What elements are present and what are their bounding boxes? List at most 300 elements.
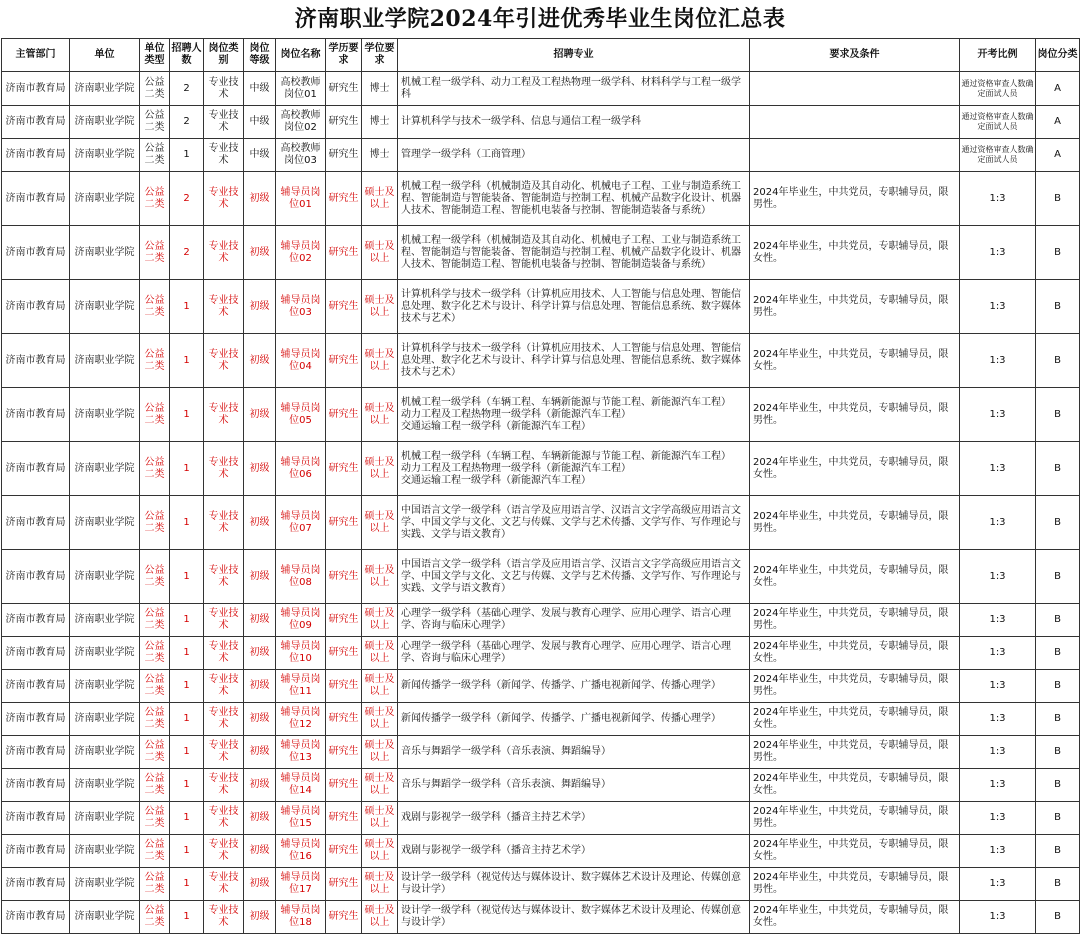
cell-type: 公益二类 — [140, 637, 170, 670]
cell-unit: 济南职业学院 — [70, 226, 140, 280]
cell-deg: 硕士及以上 — [362, 604, 398, 637]
cell-deg: 硕士及以上 — [362, 703, 398, 736]
table-row — [2, 442, 1080, 496]
table-row — [2, 550, 1080, 604]
cell-unit: 济南职业学院 — [70, 106, 140, 139]
cell-major: 音乐与舞蹈学一级学科（音乐表演、舞蹈编导） — [398, 736, 750, 769]
cell-dept: 济南市教育局 — [2, 637, 70, 670]
cell-edu: 研究生 — [326, 172, 362, 226]
cell-edu: 研究生 — [326, 835, 362, 868]
cell-deg: 硕士及以上 — [362, 442, 398, 496]
cell-cat: 专业技术 — [204, 550, 244, 604]
cell-dept: 济南市教育局 — [2, 769, 70, 802]
cell-cls: B — [1036, 280, 1080, 334]
col-header-deg: 学位要求 — [362, 39, 398, 72]
cell-type: 公益二类 — [140, 769, 170, 802]
cell-dept: 济南市教育局 — [2, 802, 70, 835]
cell-cat: 专业技术 — [204, 106, 244, 139]
cell-pos: 辅导员岗位05 — [276, 388, 326, 442]
cell-num: 1 — [170, 442, 204, 496]
cell-ratio: 1:3 — [960, 901, 1036, 934]
table-row — [2, 280, 1080, 334]
table-row — [2, 637, 1080, 670]
cell-level: 初级 — [244, 280, 276, 334]
cell-major: 机械工程一级学科（车辆工程、车辆新能源与节能工程、新能源汽车工程） 动力工程及工程热物理一级学科（新能源汽车工程） 交通运输工程一级学科（新能源汽车工程） — [398, 388, 750, 442]
cell-ratio: 1:3 — [960, 334, 1036, 388]
cell-deg: 硕士及以上 — [362, 802, 398, 835]
cell-deg: 硕士及以上 — [362, 280, 398, 334]
cell-ratio: 1:3 — [960, 280, 1036, 334]
cell-edu: 研究生 — [326, 139, 362, 172]
cell-edu: 研究生 — [326, 901, 362, 934]
cell-req: 2024年毕业生，中共党员，专职辅导员，限女性。 — [750, 226, 960, 280]
cell-dept: 济南市教育局 — [2, 901, 70, 934]
col-header-cat: 岗位类别 — [204, 39, 244, 72]
cell-num: 1 — [170, 670, 204, 703]
cell-deg: 硕士及以上 — [362, 637, 398, 670]
col-header-unit: 单位 — [70, 39, 140, 72]
cell-major: 音乐与舞蹈学一级学科（音乐表演、舞蹈编导） — [398, 769, 750, 802]
table-row — [2, 106, 1080, 139]
cell-ratio: 通过资格审查人数确定面试人员 — [960, 106, 1036, 139]
cell-ratio: 1:3 — [960, 736, 1036, 769]
cell-type: 公益二类 — [140, 388, 170, 442]
cell-req: 2024年毕业生，中共党员，专职辅导员，限男性。 — [750, 670, 960, 703]
cell-req — [750, 139, 960, 172]
cell-unit: 济南职业学院 — [70, 637, 140, 670]
cell-type: 公益二类 — [140, 496, 170, 550]
cell-unit: 济南职业学院 — [70, 496, 140, 550]
cell-cat: 专业技术 — [204, 334, 244, 388]
cell-type: 公益二类 — [140, 226, 170, 280]
cell-cls: B — [1036, 835, 1080, 868]
cell-ratio: 通过资格审查人数确定面试人员 — [960, 72, 1036, 106]
cell-req: 2024年毕业生，中共党员，专职辅导员，限男性。 — [750, 172, 960, 226]
cell-edu: 研究生 — [326, 769, 362, 802]
cell-edu: 研究生 — [326, 670, 362, 703]
cell-edu: 研究生 — [326, 226, 362, 280]
cell-unit: 济南职业学院 — [70, 72, 140, 106]
cell-dept: 济南市教育局 — [2, 388, 70, 442]
cell-unit: 济南职业学院 — [70, 550, 140, 604]
cell-dept: 济南市教育局 — [2, 72, 70, 106]
cell-edu: 研究生 — [326, 388, 362, 442]
positions-table — [1, 38, 1080, 934]
cell-dept: 济南市教育局 — [2, 550, 70, 604]
cell-level: 初级 — [244, 637, 276, 670]
cell-dept: 济南市教育局 — [2, 172, 70, 226]
cell-type: 公益二类 — [140, 106, 170, 139]
table-row — [2, 703, 1080, 736]
table-row — [2, 72, 1080, 106]
cell-cat: 专业技术 — [204, 868, 244, 901]
cell-level: 初级 — [244, 769, 276, 802]
cell-deg: 博士 — [362, 139, 398, 172]
table-row — [2, 835, 1080, 868]
cell-num: 1 — [170, 496, 204, 550]
cell-major: 心理学一级学科（基础心理学、发展与教育心理学、应用心理学、语言心理学、咨询与临床心理学） — [398, 604, 750, 637]
cell-edu: 研究生 — [326, 703, 362, 736]
cell-pos: 高校教师岗位03 — [276, 139, 326, 172]
cell-edu: 研究生 — [326, 72, 362, 106]
cell-major: 戏剧与影视学一级学科（播音主持艺术学） — [398, 835, 750, 868]
cell-cat: 专业技术 — [204, 442, 244, 496]
cell-deg: 硕士及以上 — [362, 835, 398, 868]
cell-req: 2024年毕业生，中共党员，专职辅导员，限女性。 — [750, 637, 960, 670]
cell-pos: 辅导员岗位06 — [276, 442, 326, 496]
cell-cat: 专业技术 — [204, 802, 244, 835]
cell-req: 2024年毕业生，中共党员，专职辅导员，限女性。 — [750, 703, 960, 736]
cell-level: 初级 — [244, 670, 276, 703]
cell-cls: B — [1036, 670, 1080, 703]
cell-edu: 研究生 — [326, 604, 362, 637]
col-header-type: 单位类型 — [140, 39, 170, 72]
cell-type: 公益二类 — [140, 868, 170, 901]
cell-pos: 高校教师岗位01 — [276, 72, 326, 106]
cell-req: 2024年毕业生，中共党员，专职辅导员，限男性。 — [750, 802, 960, 835]
cell-level: 初级 — [244, 388, 276, 442]
cell-cls: B — [1036, 769, 1080, 802]
cell-deg: 博士 — [362, 106, 398, 139]
cell-unit: 济南职业学院 — [70, 769, 140, 802]
cell-num: 2 — [170, 226, 204, 280]
cell-cat: 专业技术 — [204, 769, 244, 802]
cell-num: 1 — [170, 334, 204, 388]
cell-unit: 济南职业学院 — [70, 280, 140, 334]
cell-unit: 济南职业学院 — [70, 835, 140, 868]
cell-num: 1 — [170, 769, 204, 802]
cell-level: 中级 — [244, 106, 276, 139]
table-row — [2, 139, 1080, 172]
cell-major: 设计学一级学科（视觉传达与媒体设计、数字媒体艺术设计及理论、传媒创意与设计学） — [398, 901, 750, 934]
table-row — [2, 604, 1080, 637]
cell-cls: B — [1036, 868, 1080, 901]
cell-major: 机械工程一级学科、动力工程及工程热物理一级学科、材料科学与工程一级学科 — [398, 72, 750, 106]
cell-deg: 博士 — [362, 72, 398, 106]
cell-num: 2 — [170, 72, 204, 106]
cell-req: 2024年毕业生，中共党员，专职辅导员，限女性。 — [750, 550, 960, 604]
cell-type: 公益二类 — [140, 550, 170, 604]
col-header-req: 要求及条件 — [750, 39, 960, 72]
col-header-major: 招聘专业 — [398, 39, 750, 72]
col-header-edu: 学历要求 — [326, 39, 362, 72]
cell-cat: 专业技术 — [204, 835, 244, 868]
cell-num: 1 — [170, 802, 204, 835]
cell-num: 1 — [170, 835, 204, 868]
table-row — [2, 901, 1080, 934]
cell-major: 心理学一级学科（基础心理学、发展与教育心理学、应用心理学、语言心理学、咨询与临床心理学） — [398, 637, 750, 670]
col-header-pos: 岗位名称 — [276, 39, 326, 72]
cell-cat: 专业技术 — [204, 901, 244, 934]
cell-cat: 专业技术 — [204, 703, 244, 736]
table-row — [2, 868, 1080, 901]
cell-cls: B — [1036, 388, 1080, 442]
cell-num: 1 — [170, 280, 204, 334]
cell-level: 初级 — [244, 802, 276, 835]
cell-major: 戏剧与影视学一级学科（播音主持艺术学） — [398, 802, 750, 835]
cell-num: 1 — [170, 604, 204, 637]
cell-deg: 硕士及以上 — [362, 226, 398, 280]
cell-pos: 辅导员岗位17 — [276, 868, 326, 901]
cell-edu: 研究生 — [326, 334, 362, 388]
cell-dept: 济南市教育局 — [2, 496, 70, 550]
table-row — [2, 736, 1080, 769]
table-row — [2, 226, 1080, 280]
cell-level: 中级 — [244, 139, 276, 172]
cell-cls: B — [1036, 442, 1080, 496]
cell-num: 2 — [170, 106, 204, 139]
cell-num: 1 — [170, 388, 204, 442]
cell-type: 公益二类 — [140, 139, 170, 172]
cell-level: 初级 — [244, 835, 276, 868]
cell-major: 新闻传播学一级学科（新闻学、传播学、广播电视新闻学、传播心理学） — [398, 670, 750, 703]
cell-pos: 辅导员岗位14 — [276, 769, 326, 802]
cell-ratio: 1:3 — [960, 604, 1036, 637]
cell-type: 公益二类 — [140, 442, 170, 496]
cell-major: 新闻传播学一级学科（新闻学、传播学、广播电视新闻学、传播心理学） — [398, 703, 750, 736]
cell-pos: 辅导员岗位08 — [276, 550, 326, 604]
cell-cat: 专业技术 — [204, 604, 244, 637]
cell-deg: 硕士及以上 — [362, 550, 398, 604]
cell-major: 计算机科学与技术一级学科（计算机应用技术、人工智能与信息处理、智能信息处理、数字化艺术与设计、科学计算与信息处理、智能信息系统、数字媒体技术与艺术） — [398, 280, 750, 334]
page-title: 济南职业学院2024年引进优秀毕业生岗位汇总表 — [294, 6, 786, 32]
cell-cls: A — [1036, 72, 1080, 106]
cell-ratio: 1:3 — [960, 172, 1036, 226]
cell-cat: 专业技术 — [204, 139, 244, 172]
cell-num: 1 — [170, 550, 204, 604]
table-row — [2, 802, 1080, 835]
table-row — [2, 334, 1080, 388]
cell-cls: B — [1036, 172, 1080, 226]
cell-req: 2024年毕业生，中共党员，专职辅导员，限女性。 — [750, 334, 960, 388]
cell-unit: 济南职业学院 — [70, 442, 140, 496]
cell-num: 1 — [170, 139, 204, 172]
cell-deg: 硕士及以上 — [362, 334, 398, 388]
cell-level: 初级 — [244, 496, 276, 550]
cell-ratio: 1:3 — [960, 550, 1036, 604]
cell-ratio: 1:3 — [960, 226, 1036, 280]
cell-cls: B — [1036, 703, 1080, 736]
cell-dept: 济南市教育局 — [2, 334, 70, 388]
cell-edu: 研究生 — [326, 106, 362, 139]
cell-major: 机械工程一级学科（车辆工程、车辆新能源与节能工程、新能源汽车工程） 动力工程及工程热物理一级学科（新能源汽车工程） 交通运输工程一级学科（新能源汽车工程） — [398, 442, 750, 496]
cell-cat: 专业技术 — [204, 670, 244, 703]
cell-num: 1 — [170, 868, 204, 901]
cell-dept: 济南市教育局 — [2, 106, 70, 139]
cell-unit: 济南职业学院 — [70, 868, 140, 901]
cell-major: 中国语言文学一级学科（语言学及应用语言学、汉语言文字学高级应用语言文学、中国文学与文化、文艺与传媒、文学与艺术传播、文学写作、写作理论与实践、文学与语文教育） — [398, 550, 750, 604]
cell-major: 中国语言文学一级学科（语言学及应用语言学、汉语言文字学高级应用语言文学、中国文学与文化、文艺与传媒、文学与艺术传播、文学写作、写作理论与实践、文学与语文教育） — [398, 496, 750, 550]
col-header-ratio: 开考比例 — [960, 39, 1036, 72]
cell-level: 中级 — [244, 72, 276, 106]
cell-ratio: 1:3 — [960, 442, 1036, 496]
cell-major: 管理学一级学科（工商管理） — [398, 139, 750, 172]
cell-ratio: 1:3 — [960, 670, 1036, 703]
cell-cls: A — [1036, 106, 1080, 139]
col-header-cls: 岗位分类 — [1036, 39, 1080, 72]
cell-edu: 研究生 — [326, 496, 362, 550]
cell-type: 公益二类 — [140, 280, 170, 334]
cell-pos: 辅导员岗位18 — [276, 901, 326, 934]
table-row — [2, 172, 1080, 226]
cell-pos: 辅导员岗位11 — [276, 670, 326, 703]
cell-pos: 辅导员岗位03 — [276, 280, 326, 334]
cell-cat: 专业技术 — [204, 72, 244, 106]
cell-edu: 研究生 — [326, 280, 362, 334]
cell-dept: 济南市教育局 — [2, 736, 70, 769]
cell-major: 计算机科学与技术一级学科（计算机应用技术、人工智能与信息处理、智能信息处理、数字化艺术与设计、科学计算与信息处理、智能信息系统、数字媒体技术与艺术） — [398, 334, 750, 388]
cell-dept: 济南市教育局 — [2, 670, 70, 703]
cell-edu: 研究生 — [326, 442, 362, 496]
cell-ratio: 1:3 — [960, 388, 1036, 442]
header-row — [2, 39, 1080, 72]
cell-pos: 辅导员岗位01 — [276, 172, 326, 226]
table-row — [2, 496, 1080, 550]
cell-pos: 辅导员岗位15 — [276, 802, 326, 835]
cell-deg: 硕士及以上 — [362, 670, 398, 703]
cell-edu: 研究生 — [326, 868, 362, 901]
cell-level: 初级 — [244, 550, 276, 604]
cell-unit: 济南职业学院 — [70, 388, 140, 442]
cell-dept: 济南市教育局 — [2, 703, 70, 736]
cell-unit: 济南职业学院 — [70, 703, 140, 736]
cell-pos: 辅导员岗位13 — [276, 736, 326, 769]
cell-dept: 济南市教育局 — [2, 835, 70, 868]
cell-level: 初级 — [244, 703, 276, 736]
cell-level: 初级 — [244, 172, 276, 226]
cell-unit: 济南职业学院 — [70, 736, 140, 769]
col-header-num: 招聘人数 — [170, 39, 204, 72]
cell-deg: 硕士及以上 — [362, 496, 398, 550]
cell-pos: 辅导员岗位07 — [276, 496, 326, 550]
cell-req: 2024年毕业生，中共党员，专职辅导员，限女性。 — [750, 769, 960, 802]
cell-type: 公益二类 — [140, 901, 170, 934]
cell-req: 2024年毕业生，中共党员，专职辅导员，限女性。 — [750, 442, 960, 496]
cell-pos: 辅导员岗位10 — [276, 637, 326, 670]
cell-type: 公益二类 — [140, 736, 170, 769]
cell-type: 公益二类 — [140, 172, 170, 226]
cell-cat: 专业技术 — [204, 736, 244, 769]
cell-cat: 专业技术 — [204, 496, 244, 550]
cell-req: 2024年毕业生，中共党员，专职辅导员，限男性。 — [750, 736, 960, 769]
cell-type: 公益二类 — [140, 72, 170, 106]
cell-edu: 研究生 — [326, 802, 362, 835]
cell-unit: 济南职业学院 — [70, 334, 140, 388]
table-row — [2, 670, 1080, 703]
cell-req: 2024年毕业生，中共党员，专职辅导员，限男性。 — [750, 604, 960, 637]
cell-pos: 辅导员岗位12 — [276, 703, 326, 736]
cell-deg: 硕士及以上 — [362, 172, 398, 226]
cell-deg: 硕士及以上 — [362, 868, 398, 901]
cell-unit: 济南职业学院 — [70, 172, 140, 226]
cell-num: 2 — [170, 172, 204, 226]
cell-level: 初级 — [244, 901, 276, 934]
cell-level: 初级 — [244, 868, 276, 901]
cell-major: 机械工程一级学科（机械制造及其自动化、机械电子工程、工业与制造系统工程、智能制造与智能装备、智能制造与控制工程、机械产品数字化设计、机器人技术、智能制造工程、智能机电装备与控制、智能制造装备与系统） — [398, 226, 750, 280]
cell-edu: 研究生 — [326, 550, 362, 604]
cell-major: 机械工程一级学科（机械制造及其自动化、机械电子工程、工业与制造系统工程、智能制造与智能装备、智能制造与控制工程、机械产品数字化设计、机器人技术、智能制造工程、智能机电装备与控制、智能制造装备与系统） — [398, 172, 750, 226]
cell-pos: 辅导员岗位16 — [276, 835, 326, 868]
table-row — [2, 769, 1080, 802]
cell-cls: B — [1036, 550, 1080, 604]
cell-dept: 济南市教育局 — [2, 139, 70, 172]
cell-dept: 济南市教育局 — [2, 868, 70, 901]
cell-edu: 研究生 — [326, 637, 362, 670]
cell-deg: 硕士及以上 — [362, 736, 398, 769]
cell-ratio: 通过资格审查人数确定面试人员 — [960, 139, 1036, 172]
cell-cat: 专业技术 — [204, 172, 244, 226]
cell-ratio: 1:3 — [960, 769, 1036, 802]
cell-unit: 济南职业学院 — [70, 901, 140, 934]
cell-cls: B — [1036, 604, 1080, 637]
cell-edu: 研究生 — [326, 736, 362, 769]
cell-cls: B — [1036, 334, 1080, 388]
cell-cls: B — [1036, 496, 1080, 550]
cell-deg: 硕士及以上 — [362, 901, 398, 934]
col-header-level: 岗位等级 — [244, 39, 276, 72]
cell-num: 1 — [170, 703, 204, 736]
cell-req: 2024年毕业生，中共党员，专职辅导员，限男性。 — [750, 496, 960, 550]
cell-dept: 济南市教育局 — [2, 604, 70, 637]
cell-cls: B — [1036, 901, 1080, 934]
cell-req: 2024年毕业生，中共党员，专职辅导员，限男性。 — [750, 280, 960, 334]
cell-pos: 辅导员岗位04 — [276, 334, 326, 388]
cell-type: 公益二类 — [140, 670, 170, 703]
cell-cls: B — [1036, 226, 1080, 280]
cell-pos: 辅导员岗位09 — [276, 604, 326, 637]
cell-req: 2024年毕业生，中共党员，专职辅导员，限女性。 — [750, 901, 960, 934]
cell-pos: 高校教师岗位02 — [276, 106, 326, 139]
cell-unit: 济南职业学院 — [70, 670, 140, 703]
cell-type: 公益二类 — [140, 703, 170, 736]
cell-num: 1 — [170, 736, 204, 769]
cell-cls: A — [1036, 139, 1080, 172]
cell-level: 初级 — [244, 442, 276, 496]
cell-ratio: 1:3 — [960, 703, 1036, 736]
cell-cat: 专业技术 — [204, 226, 244, 280]
cell-major: 设计学一级学科（视觉传达与媒体设计、数字媒体艺术设计及理论、传媒创意与设计学） — [398, 868, 750, 901]
cell-req: 2024年毕业生，中共党员，专职辅导员，限男性。 — [750, 868, 960, 901]
cell-ratio: 1:3 — [960, 868, 1036, 901]
cell-level: 初级 — [244, 226, 276, 280]
cell-cls: B — [1036, 637, 1080, 670]
cell-unit: 济南职业学院 — [70, 604, 140, 637]
cell-deg: 硕士及以上 — [362, 769, 398, 802]
col-header-dept: 主管部门 — [2, 39, 70, 72]
cell-unit: 济南职业学院 — [70, 802, 140, 835]
cell-cls: B — [1036, 736, 1080, 769]
cell-major: 计算机科学与技术一级学科、信息与通信工程一级学科 — [398, 106, 750, 139]
cell-req — [750, 106, 960, 139]
cell-type: 公益二类 — [140, 835, 170, 868]
cell-type: 公益二类 — [140, 604, 170, 637]
cell-ratio: 1:3 — [960, 835, 1036, 868]
cell-dept: 济南市教育局 — [2, 280, 70, 334]
table-row — [2, 388, 1080, 442]
cell-level: 初级 — [244, 736, 276, 769]
cell-req — [750, 72, 960, 106]
cell-cat: 专业技术 — [204, 280, 244, 334]
cell-ratio: 1:3 — [960, 802, 1036, 835]
cell-num: 1 — [170, 637, 204, 670]
cell-type: 公益二类 — [140, 334, 170, 388]
cell-req: 2024年毕业生，中共党员，专职辅导员，限女性。 — [750, 835, 960, 868]
cell-type: 公益二类 — [140, 802, 170, 835]
cell-cat: 专业技术 — [204, 388, 244, 442]
cell-deg: 硕士及以上 — [362, 388, 398, 442]
cell-unit: 济南职业学院 — [70, 139, 140, 172]
cell-level: 初级 — [244, 604, 276, 637]
